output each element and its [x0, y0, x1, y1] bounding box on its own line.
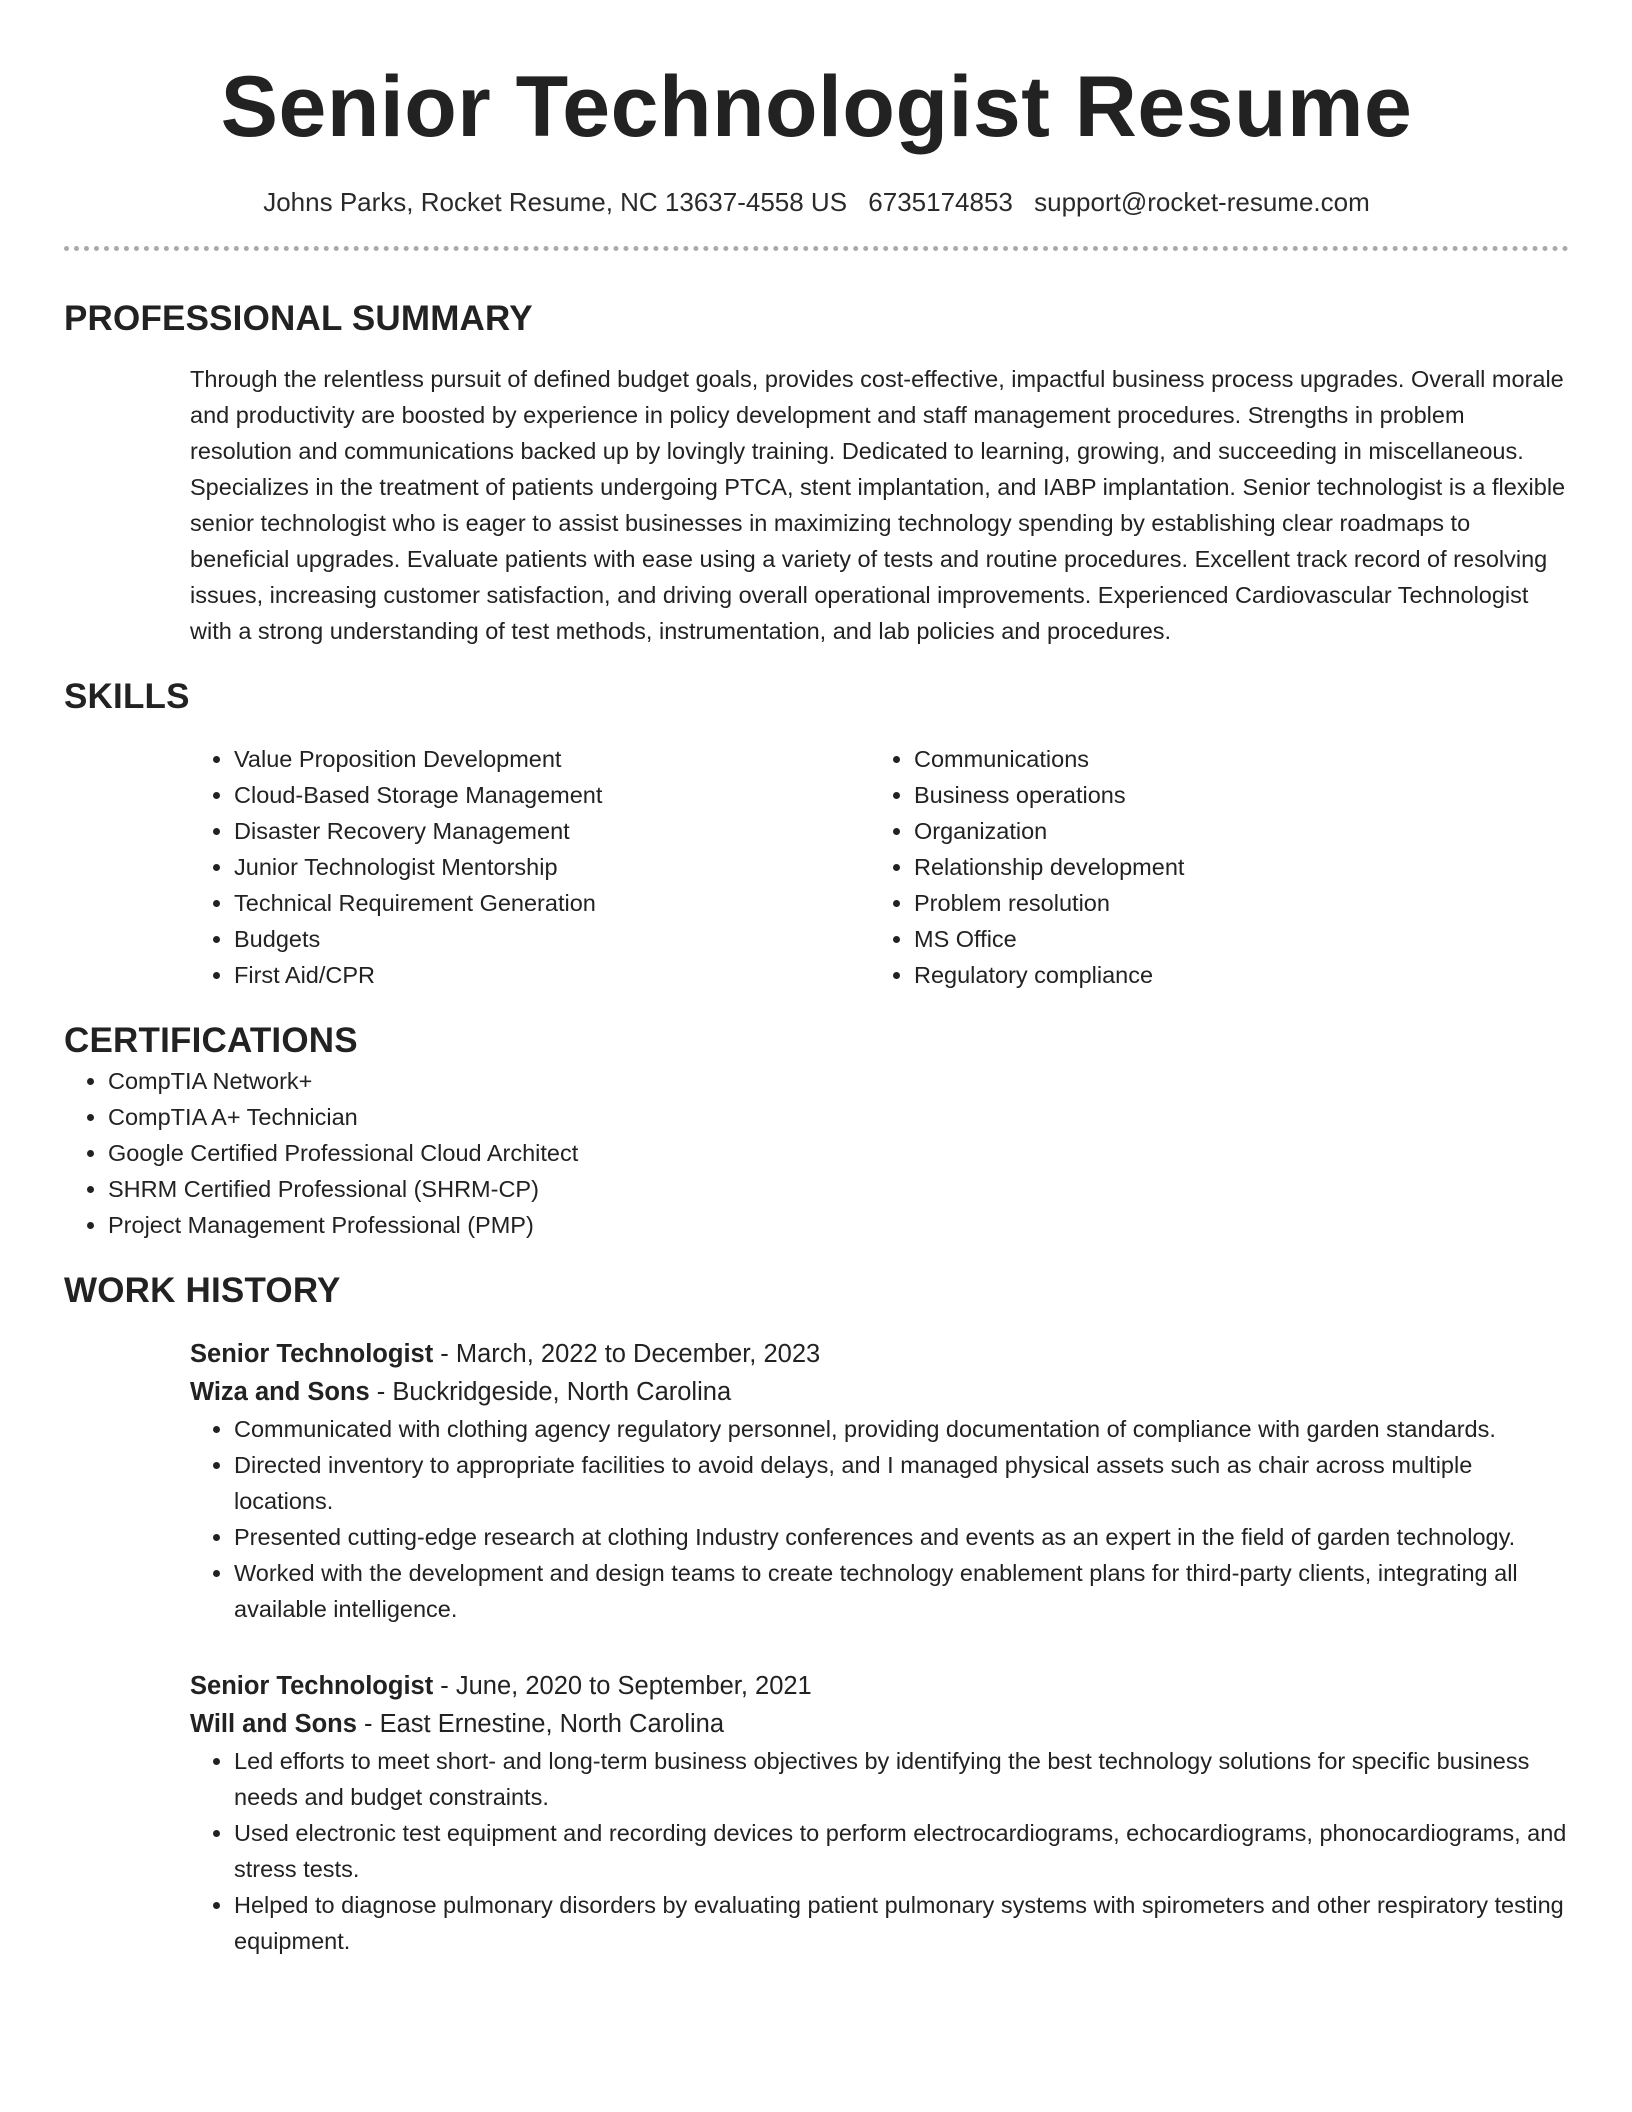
skill-item: • Communications — [914, 741, 1550, 777]
job-location: - East Ernestine, North Carolina — [356, 1710, 725, 1738]
job-dates: - June, 2020 to September, 2021 — [433, 1672, 812, 1700]
certifications-heading: CERTIFICATIONS — [64, 1021, 358, 1060]
job-bullet: • Worked with the development and design teams to create technology enablement plans for third-party clients, integrating all available intelligence. — [234, 1555, 1569, 1627]
job-entry — [190, 1667, 1569, 1959]
skills-section — [64, 675, 1569, 993]
job-title: Senior Technologist — [190, 1672, 434, 1700]
job-bullet: • Presented cutting-edge research at clothing Industry conferences and events as an expert in the field of garden technology. — [234, 1519, 1569, 1555]
certification-item: • CompTIA A+ Technician — [108, 1099, 1569, 1135]
job-title: Senior Technologist — [190, 1340, 434, 1368]
skill-item: • Technical Requirement Generation — [234, 885, 870, 921]
job-company: Will and Sons — [190, 1710, 357, 1738]
certification-item: • Project Management Professional (PMP) — [108, 1207, 1569, 1243]
resume-title: Senior Technologist Resume — [220, 59, 1413, 155]
summary-section — [64, 297, 1569, 649]
job-location: - Buckridgeside, North Carolina — [369, 1378, 732, 1406]
contact-address: Johns Parks, Rocket Resume, NC 13637-4558 US — [263, 187, 848, 217]
skill-item: • Junior Technologist Mentorship — [234, 849, 870, 885]
skills-list-left — [190, 741, 870, 993]
job-bullet: • Helped to diagnose pulmonary disorders by evaluating patient pulmonary systems with spirometers and other respiratory testing equipment. — [234, 1887, 1569, 1959]
skill-item: • Regulatory compliance — [914, 957, 1550, 993]
skill-item: • Value Proposition Development — [234, 741, 870, 777]
certifications-section — [64, 1019, 1569, 1243]
skill-item: • MS Office — [914, 921, 1550, 957]
skills-column-left — [190, 741, 870, 993]
job-bullet: • Directed inventory to appropriate facilities to avoid delays, and I managed physical assets such as chair across multiple locations. — [234, 1447, 1569, 1519]
skills-columns — [190, 741, 1569, 993]
skill-item: • Cloud-Based Storage Management — [234, 777, 870, 813]
certification-item: • Google Certified Professional Cloud Architect — [108, 1135, 1569, 1171]
skill-item: • Budgets — [234, 921, 870, 957]
job-company-line — [190, 1373, 1569, 1411]
job-title-line — [190, 1335, 1569, 1373]
job-entry — [190, 1335, 1569, 1627]
job-bullets — [190, 1411, 1569, 1627]
job-bullet: • Used electronic test equipment and recording devices to perform electrocardiograms, echocardiograms, phonocardiograms, and stress tests. — [234, 1815, 1569, 1887]
skills-list-right — [870, 741, 1550, 993]
job-dates: - March, 2022 to December, 2023 — [433, 1340, 821, 1368]
summary-text: Through the relentless pursuit of defined budget goals, provides cost-effective, impactful business process upgrades. Overall morale and productivity are boosted by experience in policy development and staff management procedures. Strengths in problem resolution and communications backed up by lovingly training. Dedicated to learning, growing, and succeeding in miscellaneous. Specializes in the treatment of patients undergoing PTCA, stent implantation, and IABP implantation. Senior technologist is a flexible senior technologist who is eager to assist businesses in maximizing technology spending by establishing clear roadmaps to beneficial upgrades. Evaluate patients with ease using a variety of tests and routine procedures. Excellent track record of resolving issues, increasing customer satisfaction, and driving overall operational improvements. Experienced Cardiovascular Technologist with a strong understanding of test methods, instrumentation, and lab policies and procedures. — [190, 366, 1566, 644]
skills-column-right — [870, 741, 1550, 993]
job-bullets — [190, 1743, 1569, 1959]
job-company: Wiza and Sons — [190, 1378, 370, 1406]
contact-phone: 6735174853 — [868, 187, 1013, 217]
skill-item: • Problem resolution — [914, 885, 1550, 921]
contact-email: support@rocket-resume.com — [1034, 187, 1370, 217]
skill-item: • Business operations — [914, 777, 1550, 813]
job-company-line — [190, 1705, 1569, 1743]
skills-heading: SKILLS — [64, 677, 190, 716]
job-bullet: • Communicated with clothing agency regulatory personnel, providing documentation of compliance with garden standards. — [234, 1411, 1569, 1447]
summary-heading: PROFESSIONAL SUMMARY — [64, 299, 533, 338]
certification-item: • SHRM Certified Professional (SHRM-CP) — [108, 1171, 1569, 1207]
skill-item: • First Aid/CPR — [234, 957, 870, 993]
certifications-list — [64, 1063, 1569, 1243]
work-history-heading: WORK HISTORY — [64, 1271, 341, 1310]
certification-item: • CompTIA Network+ — [108, 1063, 1569, 1099]
skill-item: • Disaster Recovery Management — [234, 813, 870, 849]
job-title-line — [190, 1667, 1569, 1705]
contact-line — [64, 184, 1569, 220]
work-history-section — [64, 1269, 1569, 1959]
skill-item: • Organization — [914, 813, 1550, 849]
skill-item: • Relationship development — [914, 849, 1550, 885]
job-bullet: • Led efforts to meet short- and long-term business objectives by identifying the best technology solutions for specific business needs and budget constraints. — [234, 1743, 1569, 1815]
header-divider — [64, 246, 1569, 251]
